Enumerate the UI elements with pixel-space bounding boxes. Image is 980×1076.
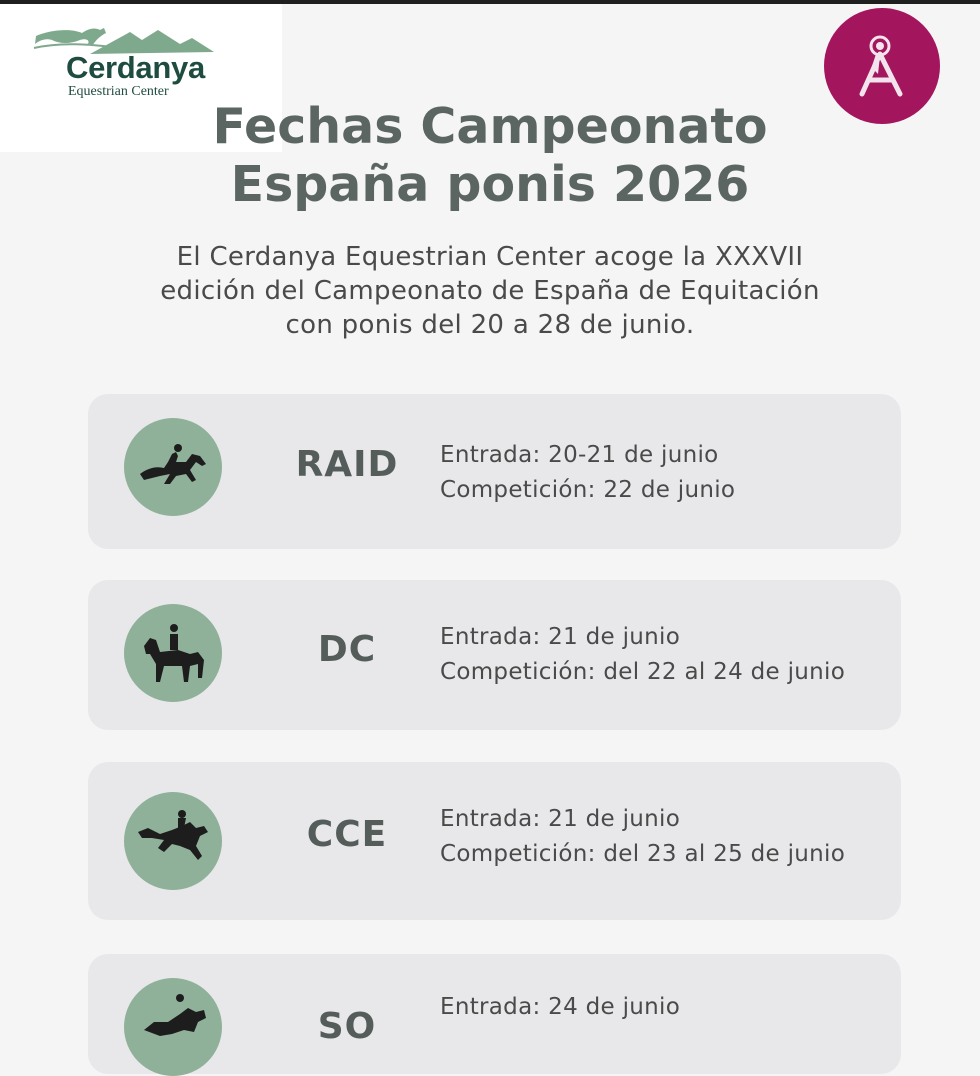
logo-name: Cerdanya	[66, 50, 205, 85]
title-line: España ponis 2026	[230, 156, 750, 213]
intro-line: con ponis del 20 a 28 de junio.	[285, 310, 695, 340]
discipline-code: SO	[317, 1006, 377, 1047]
entry-date: Entrada: 24 de junio	[440, 994, 681, 1020]
discipline-card-dc[interactable]	[88, 580, 901, 730]
intro-line: edición del Campeonato de España de Equitación	[160, 276, 820, 306]
intro-line: El Cerdanya Equestrian Center acoge la XXXVII	[176, 242, 804, 272]
competition-date: Competición: del 23 al 25 de junio	[440, 841, 846, 867]
discipline-card-so[interactable]	[88, 954, 901, 1074]
discipline-card-raid[interactable]	[88, 394, 901, 549]
dressage-horse-icon	[124, 604, 222, 702]
intro-text	[0, 240, 980, 342]
entry-date: Entrada: 20-21 de junio	[440, 442, 719, 468]
competition-date: Competición: 22 de junio	[440, 477, 736, 503]
page-title	[0, 98, 980, 214]
show-jumping-icon	[124, 978, 222, 1076]
entry-date: Entrada: 21 de junio	[440, 624, 681, 650]
competition-date: Competición: del 22 al 24 de junio	[440, 659, 846, 685]
discipline-code: DC	[317, 629, 377, 670]
discipline-code: CCE	[306, 814, 388, 855]
eventing-jump-icon	[124, 792, 222, 890]
entry-date: Entrada: 21 de junio	[440, 806, 681, 832]
logo-subtitle: Equestrian Center	[68, 84, 169, 99]
title-line: Fechas Campeonato	[212, 98, 768, 155]
discipline-card-cce[interactable]	[88, 762, 901, 920]
discipline-code: RAID	[295, 444, 399, 485]
galloping-horse-icon	[124, 418, 222, 516]
